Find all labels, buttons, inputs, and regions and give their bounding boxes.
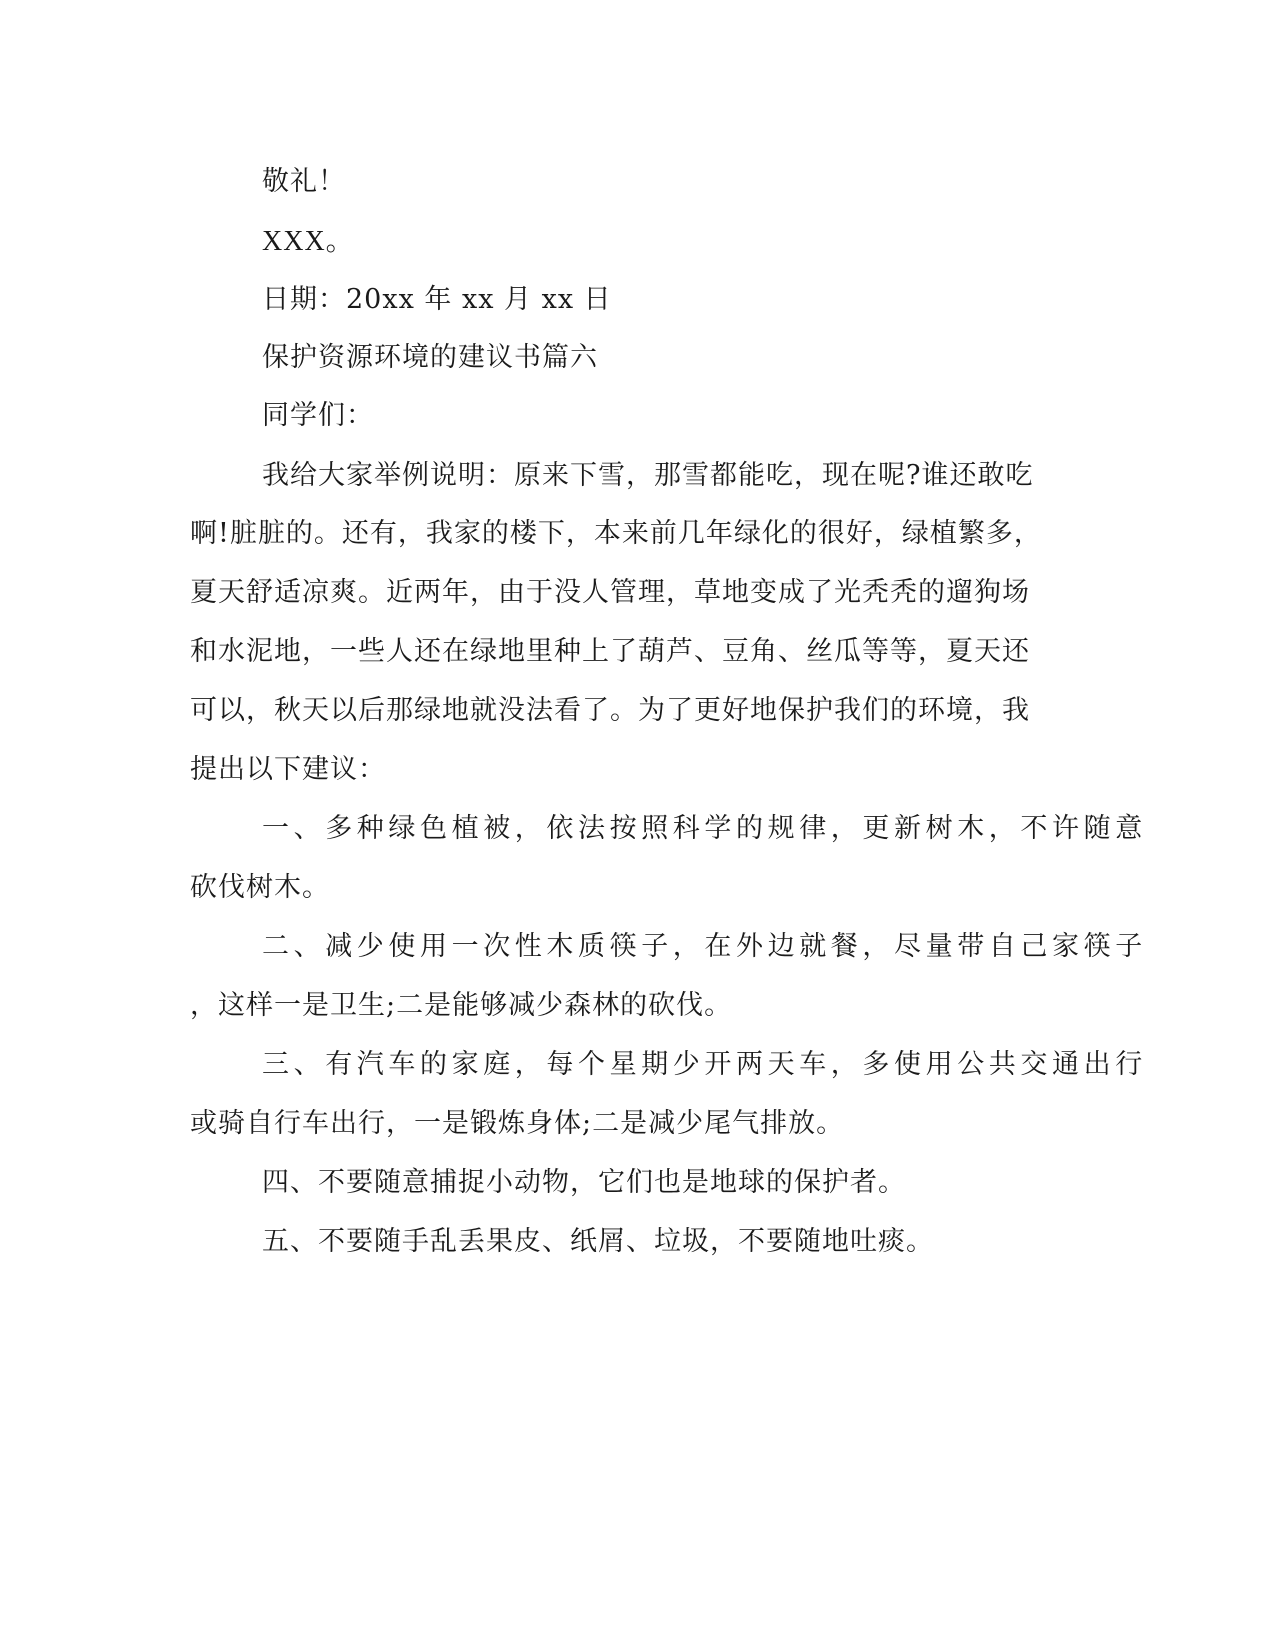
date-line: 日期：20xx 年 xx 月 xx 日 [262, 284, 612, 315]
suggestion-5-line-1: 五、不要随手乱丢果皮、纸屑、垃圾，不要随地吐痰。 [262, 1226, 934, 1257]
intro-line-1: 我给大家举例说明：原来下雪，那雪都能吃，现在呢?谁还敢吃 [262, 460, 1034, 491]
intro-line-4: 和水泥地，一些人还在绿地里种上了葫芦、豆角、丝瓜等等，夏天还 [190, 636, 1030, 667]
suggestion-3-line-2: 或骑自行车出行，一是锻炼身体;二是减少尾气排放。 [190, 1108, 845, 1139]
signature-line: XXX。 [262, 226, 355, 257]
suggestion-2-line-2: ，这样一是卫生;二是能够减少森林的砍伐。 [190, 990, 733, 1021]
intro-line-5: 可以，秋天以后那绿地就没法看了。为了更好地保护我们的环境，我 [190, 695, 1030, 726]
suggestion-4-line-1: 四、不要随意捕捉小动物，它们也是地球的保护者。 [262, 1167, 906, 1198]
suggestion-3-line-1: 三、有汽车的家庭，每个星期少开两天车，多使用公共交通出行 [262, 1049, 1147, 1080]
suggestion-1-line-1: 一、多种绿色植被，依法按照科学的规律，更新树木，不许随意 [262, 813, 1147, 844]
suggestion-1-line-2: 砍伐树木。 [190, 872, 330, 903]
section-title: 保护资源环境的建议书篇六 [262, 342, 598, 373]
intro-line-2: 啊!脏脏的。还有，我家的楼下，本来前几年绿化的很好，绿植繁多， [190, 518, 1042, 549]
closing-line: 敬礼！ [262, 166, 346, 197]
salutation-line: 同学们： [262, 400, 374, 431]
suggestion-2-line-1: 二、减少使用一次性木质筷子，在外边就餐，尽量带自己家筷子 [262, 931, 1147, 962]
intro-line-6: 提出以下建议： [190, 754, 386, 785]
intro-line-3: 夏天舒适凉爽。近两年，由于没人管理，草地变成了光秃秃的遛狗场 [190, 577, 1030, 608]
